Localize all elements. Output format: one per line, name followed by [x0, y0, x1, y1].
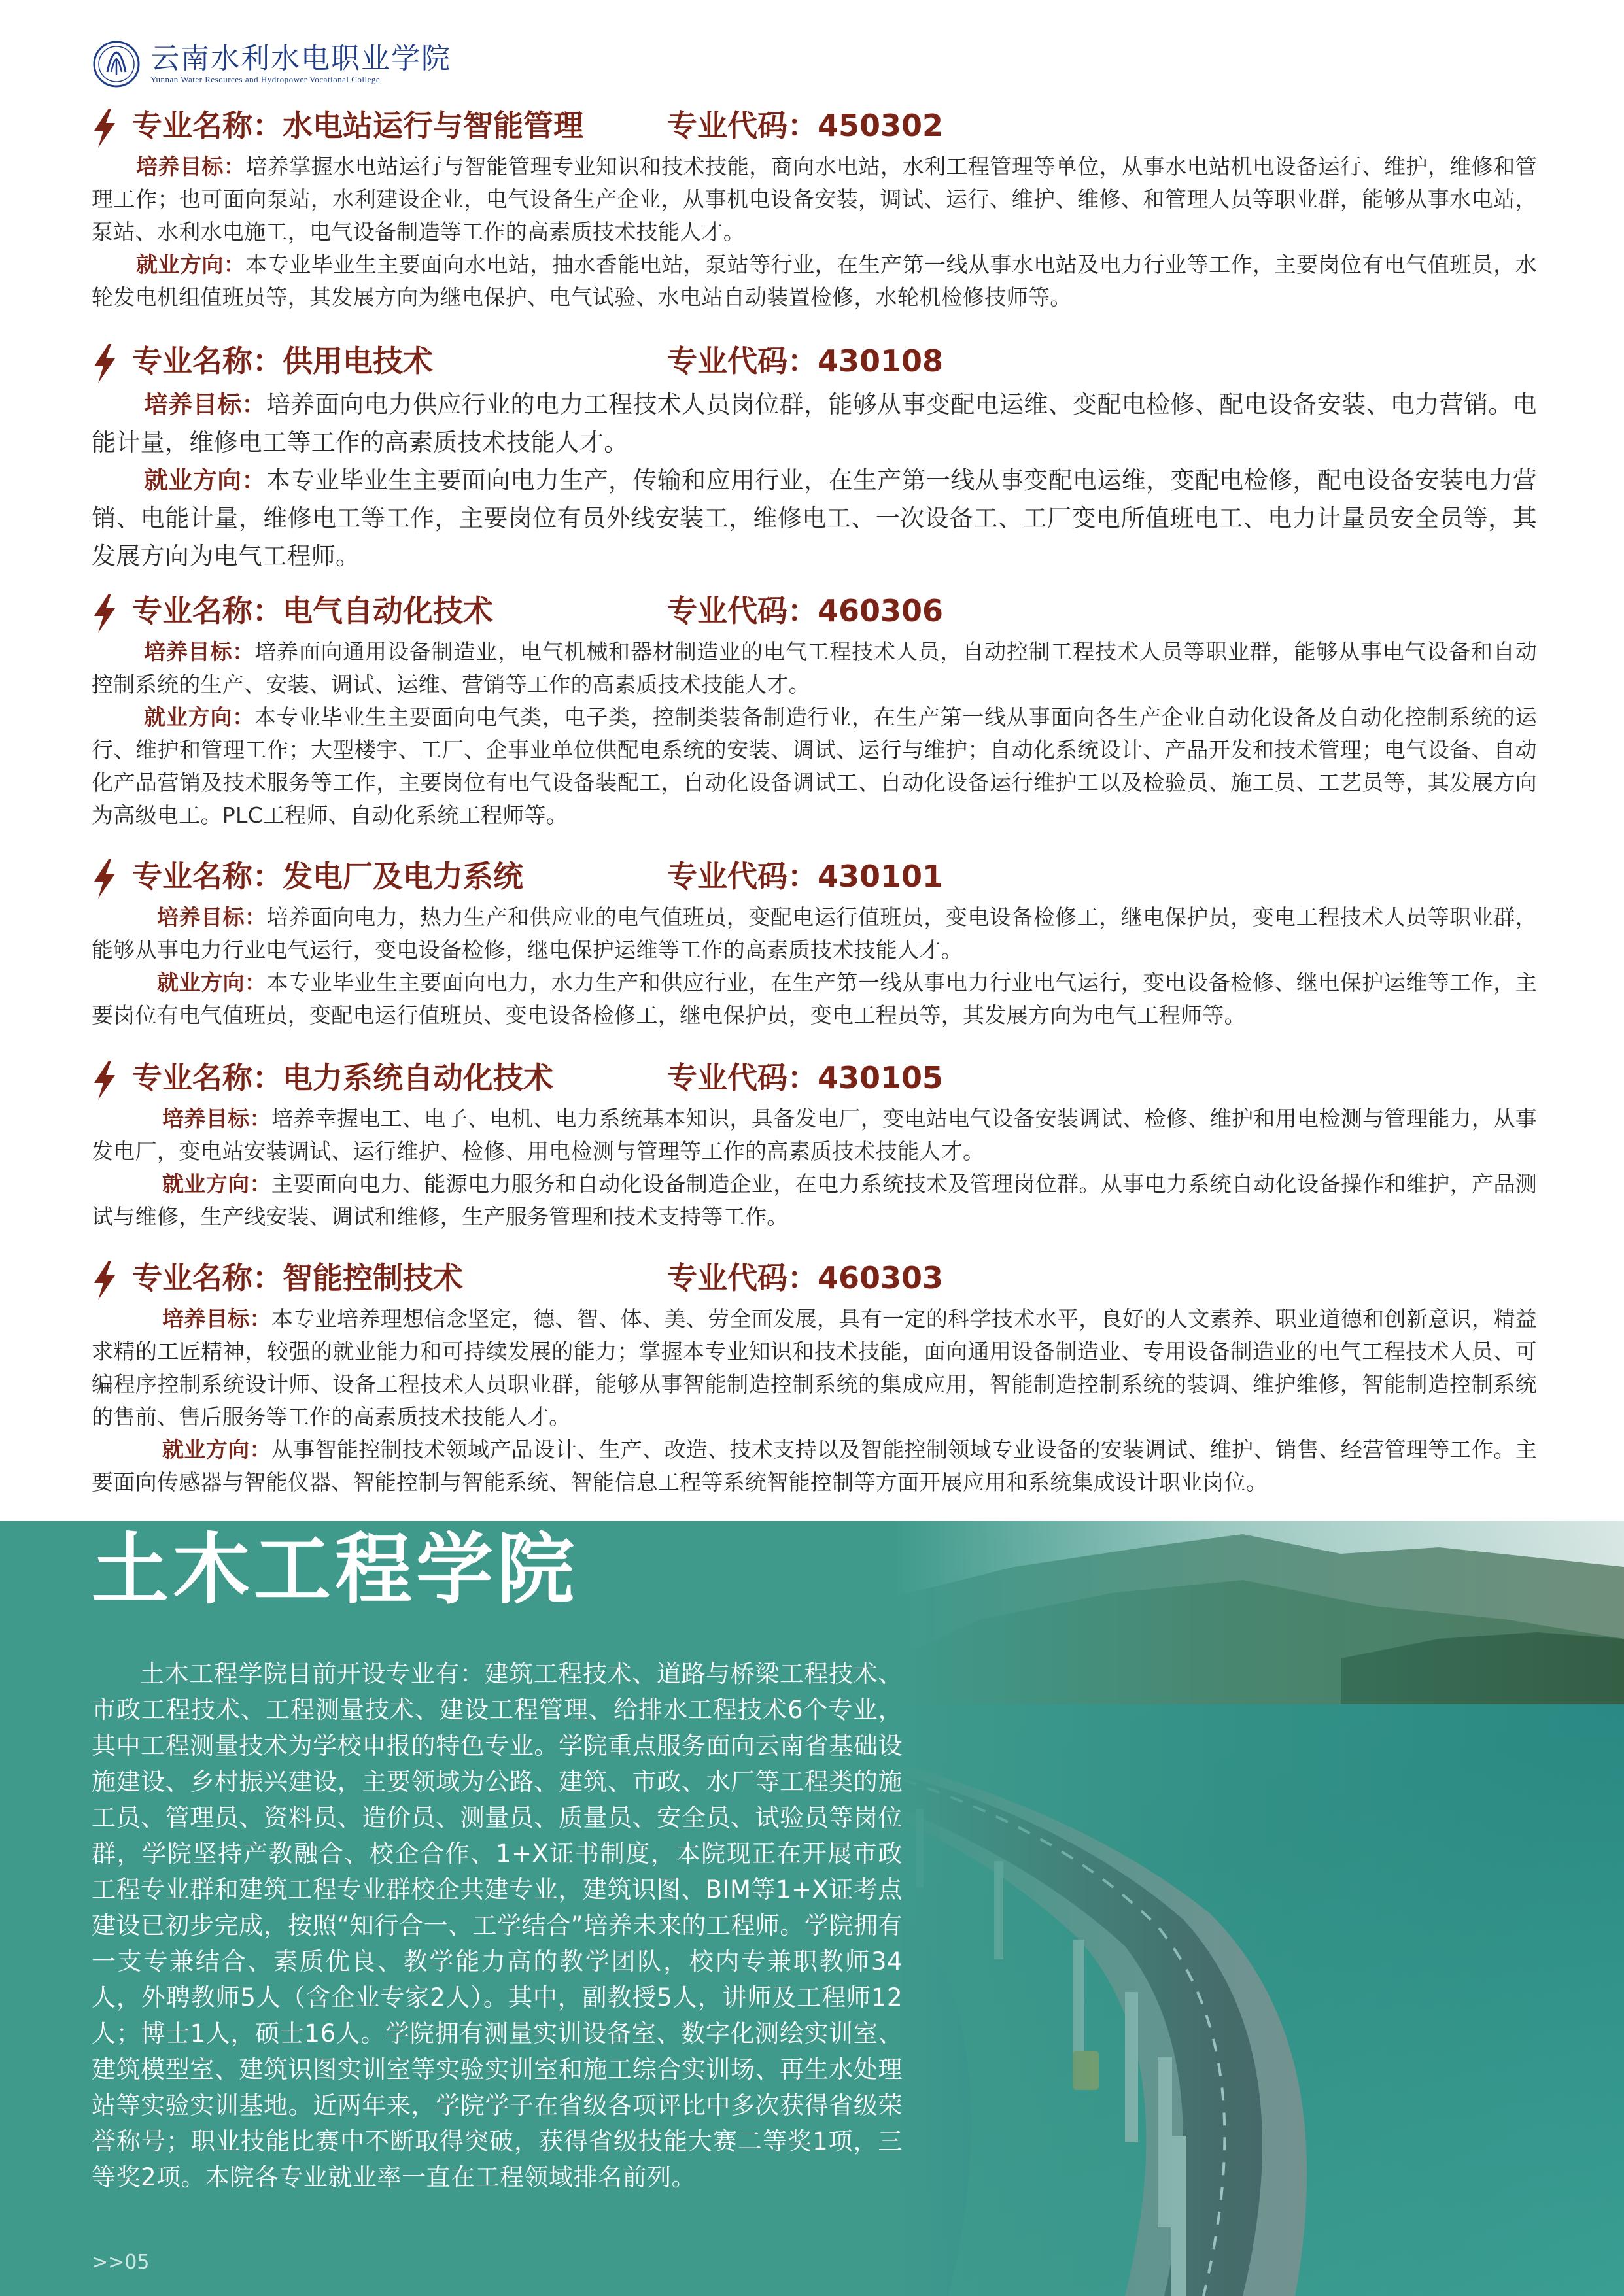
career-direction: 就业方向：本专业毕业生主要面向水电站，抽水香能电站，泵站等行业，在生产第一线从事水电站及电力行业等工作，主要岗位有电气值班员，水轮发电机组值班员等，其发展方向为继电保护、电气试验、水电站自动装置检修，水轮机检修技师等。 — [92, 252, 1537, 310]
training-goal: 培养目标：培养面向电力，热力生产和供应业的电气值班员，变配电运行值班员，变电设备检修工，继电保护员，变电工程技术人员等职业群，能够从事电力行业电气运行，变电设备检修，继电保护运维等工作的高素质技术技能人才。 — [92, 904, 1538, 963]
training-goal: 培养目标：培养面向通用设备制造业，电气机械和器材制造业的电气工程技术人员，自动控制工程技术人员等职业群，能够从事电气设备和自动控制系统的生产、安装、调试、运维、营销等工作的高素质技术技能人才。 — [92, 639, 1537, 697]
major-code: 专业代码：460306 — [667, 593, 944, 628]
major-code: 专业代码：460303 — [667, 1260, 944, 1295]
career-direction: 就业方向：主要面向电力、能源电力服务和自动化设备制造企业，在电力系统技术及管理岗位群。从事电力系统自动化设备操作和维护，产品测试与维修，生产线安装、调试和维修，生产服务管理和技术支持等工作。 — [92, 1171, 1538, 1229]
career-direction: 就业方向：本专业毕业生主要面向电力，水力生产和供应行业，在生产第一线从事电力行业电气运行，变电设备检修、继电保护运维等工作，主要岗位有电气值班员，变配电运行值班员、变电设备检修工，继电保护员，变电工程员等，其发展方向为电气工程师等。 — [92, 970, 1538, 1028]
section-body: 土木工程学院目前开设专业有：建筑工程技术、道路与桥梁工程技术、市政工程技术、工程测量技术、建设工程管理、给排水工程技术6个专业，其中工程测量技术为学校申报的特色专业。学院重点服务面向云南省基础设施建设、乡村振兴建设，主要领域为公路、建筑、市政、水厂等工程类的施工员、管理员、资料员、造价员、测量员、质量员、安全员、试验员等岗位群，学院坚持产教融合、校企合作、1+X证书制度，本院现正在开展市政工程专业群和建筑工程专业群校企共建专业，建筑识图、BIM等1+X证考点建设已初步完成，按照“知行合一、工学结合”培养未来的工程师。学院拥有一支专兼结合、素质优良、教学能力高的教学团队，校内专兼职教师34人，外聘教师5人（含企业专家2人）。其中，副教授5人，讲师及工程师12人；博士1人，硕士16人。学院拥有测量实训设备室、数字化测绘实训室、建筑模型室、建筑识图实训室等实验实训室和施工综合实训场、再生水处理站等实验实训基地。近两年来，学院学子在省级各项评比中多次获得省级荣誉称号；职业技能比赛中不断取得突破，获得省级技能大赛二等奖1项，三等奖2项。本院各专业就业率一直在工程领域排名前列。 — [92, 1660, 903, 2191]
major-name: 专业名称：发电厂及电力系统 — [132, 859, 523, 894]
major-item — [92, 1257, 1537, 1499]
lightning-bolt-icon — [92, 344, 118, 383]
major-code: 专业代码：430105 — [667, 1060, 944, 1095]
training-goal: 培养目标：本专业培养理想信念坚定，德、智、体、美、劳全面发展，具有一定的科学技术水平，良好的人文素养、职业道德和创新意识，精益求精的工匠精神，较强的就业能力和可持续发展的能力；掌握本专业知识和技术技能，面向通用设备制造业、专用设备制造业的电气工程技术人员、可编程序控制系统设计师、设备工程技术人员职业群，能够从事智能制造控制系统的集成应用，智能制造控制系统的装调、维护维修，智能制造控制系统的售前、售后服务等工作的高素质技术技能人才。 — [92, 1306, 1538, 1430]
major-name: 专业名称：电气自动化技术 — [132, 593, 493, 628]
page-number: >>05 — [92, 2251, 150, 2274]
major-item — [92, 105, 1537, 314]
section-title: 土木工程学院 — [92, 1524, 579, 1615]
logo-chinese-name: 云南水利水电职业学院 — [150, 42, 451, 75]
major-name: 专业名称：水电站运行与智能管理 — [132, 108, 583, 143]
lightning-bolt-icon — [92, 1061, 118, 1100]
training-goal: 培养目标：培养掌握水电站运行与智能管理专业知识和技术技能，商向水电站，水利工程管理等单位，从事水电站机电设备运行、维护，维修和管理工作；也可面向泵站，水利建设企业，电气设备生产企业，从事机电设备安装，调试、运行、维护、维修、和管理人员等职业群，能够从事水电站，泵站、水利水电施工，电气设备制造等工作的高素质技术技能人才。 — [92, 154, 1537, 245]
career-direction: 就业方向：本专业毕业生主要面向电气类，电子类，控制类装备制造行业，在生产第一线从事面向各生产企业自动化设备及自动化控制系统的运行、维护和管理工作；大型楼宇、工厂、企事业单位供配电系统的安装、调试、运行与维护；自动化系统设计、产品开发和技术管理；电气设备、自动化产品营销及技术服务等工作，主要岗位有电气设备装配工，自动化设备调试工、自动化设备运行维护工以及检验员、施工员、工艺员等，其发展方向为高级电工。PLC工程师、自动化系统工程师等。 — [92, 704, 1537, 828]
lightning-bolt-icon — [92, 1261, 118, 1300]
lightning-bolt-icon — [92, 109, 118, 148]
major-name: 专业名称：电力系统自动化技术 — [132, 1060, 553, 1095]
training-goal: 培养目标：培养面向电力供应行业的电力工程技术人员岗位群，能够从事变配电运维、变配电检修、配电设备安装、电力营销。电能计量，维修电工等工作的高素质技术技能人才。 — [92, 390, 1537, 456]
college-emblem-icon — [92, 39, 141, 89]
major-code: 专业代码：450302 — [667, 108, 944, 143]
major-code: 专业代码：430101 — [667, 859, 944, 894]
career-direction: 就业方向：从事智能控制技术领域产品设计、生产、改造、技术支持以及智能控制领域专业设备的安装调试、维护、销售、经营管理等工作。主要面向传感器与智能仪器、智能控制与智能系统、智能信息工程等系统智能控制等方面开展应用和系统集成设计职业岗位。 — [92, 1437, 1538, 1495]
career-direction: 就业方向：本专业毕业生主要面向电力生产，传输和应用行业，在生产第一线从事变配电运维，变配电检修，配电设备安装电力营销、电能计量，维修电工等工作，主要岗位有员外线安装工，维修电工、一次设备工、工厂变电所值班电工、电力计量员安全员等，其发展方向为电气工程师。 — [92, 466, 1537, 570]
training-goal: 培养目标：培养幸握电工、电子、电机、电力系统基本知识，具备发电厂，变电站电气设备安装调试、检修、维护和用电检测与管理能力，从事发电厂，变电站安装调试、运行维护、检修、用电检测与管理等工作的高素质技术技能人才。 — [92, 1106, 1538, 1164]
major-item — [92, 1057, 1537, 1233]
college-logo — [92, 39, 451, 89]
logo-english-name: Yunnan Water Resources and Hydropower Vocational College — [150, 75, 381, 84]
major-name: 专业名称：供用电技术 — [132, 343, 433, 379]
major-item — [92, 590, 1537, 832]
major-item — [92, 340, 1537, 575]
major-name: 专业名称：智能控制技术 — [132, 1260, 463, 1295]
major-item — [92, 855, 1537, 1032]
major-code: 专业代码：430108 — [667, 343, 944, 379]
lightning-bolt-icon — [92, 859, 118, 899]
lightning-bolt-icon — [92, 594, 118, 633]
